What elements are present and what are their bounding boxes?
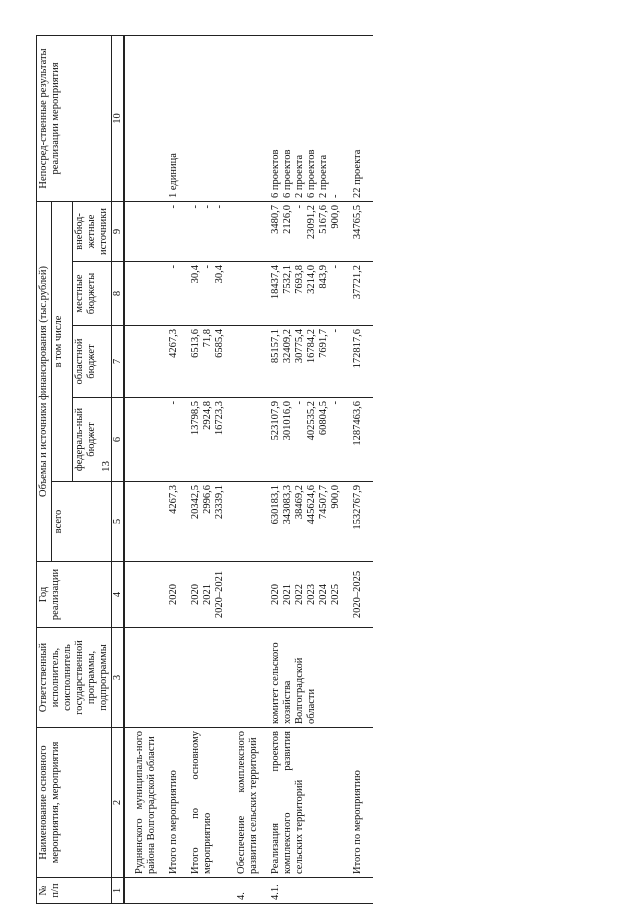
regional-cell-value: 4267,3 [168, 329, 179, 358]
regional-cell [167, 326, 181, 398]
result-cell-value: 6 проектов [270, 149, 281, 198]
total-cell [133, 482, 159, 562]
column-number: 9 [112, 201, 125, 261]
federal-cell [167, 398, 181, 482]
extrabudget-cell [189, 201, 227, 261]
extrabudget-cell [235, 201, 261, 261]
funding-table [36, 35, 373, 904]
result-cell-value: 6 проектов [306, 149, 317, 198]
extrabudget-cell-value: - [190, 204, 201, 209]
total-cell-value: 23339,1 [214, 485, 225, 520]
header-col-regional: областной бюджет [73, 326, 112, 398]
extrabudget-cell [133, 201, 159, 261]
local-cell-value: 7693,8 [294, 265, 305, 294]
year-cell-value: 2020–2025 [352, 570, 363, 619]
regional-cell-value: 172817,6 [352, 329, 363, 369]
regional-cell-value: 30775,4 [294, 329, 305, 364]
regional-cell-value: 71,8 [202, 329, 213, 348]
federal-cell-value: 523107,9 [270, 401, 281, 441]
activity-name: Реализация проектов комплексного развития сельских территорий [269, 728, 343, 878]
total-cell-value: 445624,6 [306, 485, 317, 525]
extrabudget-cell-value: 34765,5 [352, 204, 363, 240]
year-cell [351, 562, 365, 628]
extrabudget-cell-value: 900,0 [330, 204, 341, 229]
total-cell-value: 38469,2 [294, 485, 305, 520]
federal-cell-value: 60804,5 [318, 401, 329, 436]
local-cell-value: 30,4 [214, 265, 225, 284]
result-cell-value: 6 проектов [282, 149, 293, 198]
table-row [167, 35, 181, 903]
federal-cell-value: 13798,5 [190, 401, 201, 436]
federal-cell-value: - [294, 401, 305, 405]
table-body [124, 35, 373, 903]
total-cell-value: 900,0 [330, 485, 341, 509]
regional-cell-value: - [330, 329, 341, 333]
local-cell [189, 262, 227, 326]
row-number [133, 878, 159, 904]
result-cell [351, 35, 365, 201]
column-number: 8 [112, 262, 125, 326]
local-cell-value: 843,9 [318, 265, 329, 289]
year-cell-value: 2020 [190, 584, 201, 605]
header-col-name: Наименование основного мероприятия, мероприятия [37, 728, 112, 878]
activity-name: Итого по мероприятию [167, 728, 181, 878]
column-number: 5 [112, 482, 125, 562]
year-cell [189, 562, 227, 628]
total-cell-value: 343083,3 [282, 485, 293, 525]
header-col-results: Непосред-ственные результаты реализации мероприятия [37, 35, 112, 201]
table-row [351, 35, 365, 903]
federal-cell-value: 301016,0 [282, 401, 293, 441]
executor [133, 628, 159, 728]
row-number [351, 878, 365, 904]
row-number: 4.1. [269, 878, 343, 904]
column-number: 3 [112, 628, 125, 728]
result-cell [167, 35, 181, 201]
total-cell [189, 482, 227, 562]
result-cell [133, 35, 159, 201]
local-cell-value: 30,4 [190, 265, 201, 284]
table-row [235, 35, 261, 903]
regional-cell-value: 85157,1 [270, 329, 281, 364]
row-number [189, 878, 227, 904]
column-number-row [112, 35, 125, 903]
year-cell-value: 2025 [330, 584, 341, 605]
extrabudget-cell-value: 2126,0 [282, 204, 293, 234]
executor: комитет сельского хозяйства Волгоградской области [269, 628, 343, 728]
local-cell-value: 18437,4 [270, 265, 281, 300]
page-number: 13 [100, 461, 112, 472]
table-row [269, 35, 343, 903]
regional-cell [133, 326, 159, 398]
total-cell-value: 1532767,9 [352, 485, 363, 530]
federal-cell [133, 398, 159, 482]
column-number: 2 [112, 728, 125, 878]
executor [189, 628, 227, 728]
regional-cell-value: 6585,4 [214, 329, 225, 358]
year-cell-value: 2020–2021 [214, 570, 225, 619]
header-in-that: в том числе [52, 201, 73, 481]
extrabudget-cell-value: 23091,2 [306, 204, 317, 240]
local-cell [269, 262, 343, 326]
year-cell [235, 562, 261, 628]
federal-cell [235, 398, 261, 482]
regional-cell [269, 326, 343, 398]
total-cell-value: 630183,1 [270, 485, 281, 525]
year-cell-value: 2024 [318, 584, 329, 605]
local-cell-value: 3214,0 [306, 265, 317, 294]
local-cell [235, 262, 261, 326]
header-col-local: местные бюджеты [73, 262, 112, 326]
executor [167, 628, 181, 728]
extrabudget-cell-value: - [294, 204, 305, 209]
federal-cell-value: 2924,8 [202, 401, 213, 430]
activity-name: Обеспечение комплексного развития сельских территорий [235, 728, 261, 878]
local-cell-value: - [168, 265, 179, 269]
header-col-extrabudget: внебюд-жетные источники [73, 201, 112, 261]
federal-cell [269, 398, 343, 482]
result-cell-value: - [330, 194, 341, 198]
header-col-federal: федераль-ный бюджет [73, 398, 112, 482]
row-number [167, 878, 181, 904]
total-cell-value: 2996,6 [202, 485, 213, 514]
extrabudget-cell [351, 201, 365, 261]
total-cell [167, 482, 181, 562]
column-number: 4 [112, 562, 125, 628]
table-row [133, 35, 159, 903]
regional-cell-value: 32409,2 [282, 329, 293, 364]
header-col-number: № п/п [37, 878, 112, 904]
total-cell [235, 482, 261, 562]
activity-name: Итого по основному мероприятию [189, 728, 227, 878]
federal-cell [351, 398, 365, 482]
extrabudget-cell-value: - [214, 204, 225, 209]
local-cell [351, 262, 365, 326]
year-cell-value: 2021 [282, 584, 293, 605]
regional-cell-value: 16784,2 [306, 329, 317, 364]
extrabudget-cell [269, 201, 343, 261]
local-cell-value: - [202, 265, 213, 269]
year-cell-value: 2023 [306, 584, 317, 605]
result-cell-value: 2 проекта [294, 154, 305, 198]
total-cell-value: 20342,5 [190, 485, 201, 520]
total-cell-value: 74507,7 [318, 485, 329, 520]
total-cell [269, 482, 343, 562]
activity-name: Руднянского муниципаль-ного района Волгоградской области [133, 728, 159, 878]
extrabudget-cell-value: - [202, 204, 213, 209]
header-col-total: всего [52, 482, 112, 562]
regional-cell-value: 7691,7 [318, 329, 329, 358]
year-cell-value: 2021 [202, 584, 213, 605]
year-cell-value: 2020 [270, 584, 281, 605]
result-cell-value: 22 проекта [352, 149, 363, 198]
table-row [189, 35, 227, 903]
result-cell-value: 1 единица [168, 153, 179, 198]
column-number: 1 [112, 878, 125, 904]
result-cell-value: 2 проекта [318, 154, 329, 198]
federal-cell-value: 402535,2 [306, 401, 317, 441]
regional-cell [351, 326, 365, 398]
local-cell [133, 262, 159, 326]
result-cell [269, 35, 343, 201]
year-cell-value: 2022 [294, 584, 305, 605]
year-cell [167, 562, 181, 628]
row-number: 4. [235, 878, 261, 904]
regional-cell [189, 326, 227, 398]
year-cell-value: 2020 [168, 584, 179, 605]
activity-name: Итого по мероприятию [351, 728, 365, 878]
header-col-year: Год реализации [37, 562, 112, 628]
header-funding-group: Объемы и источники финансирования (тыс.рублей) [37, 201, 52, 561]
result-cell [189, 35, 227, 201]
column-number: 6 [112, 398, 125, 482]
year-cell [269, 562, 343, 628]
local-cell [167, 262, 181, 326]
extrabudget-cell [167, 201, 181, 261]
column-number: 7 [112, 326, 125, 398]
federal-cell-value: 1287463,6 [352, 401, 363, 446]
extrabudget-cell-value: - [168, 204, 179, 209]
result-cell [235, 35, 261, 201]
column-number: 10 [112, 35, 125, 201]
executor [235, 628, 261, 728]
executor [351, 628, 365, 728]
federal-cell [189, 398, 227, 482]
federal-cell-value: 16723,3 [214, 401, 225, 436]
extrabudget-cell-value: 3480,7 [270, 204, 281, 234]
total-cell [351, 482, 365, 562]
federal-cell-value: - [330, 401, 341, 405]
year-cell [133, 562, 159, 628]
local-cell-value: 37721,2 [352, 265, 363, 300]
extrabudget-cell-value: 5167,6 [318, 204, 329, 234]
local-cell-value: 7532,1 [282, 265, 293, 294]
header-col-executor: Ответственный исполнитель, соисполнитель государственной программы, подпрограммы [37, 628, 112, 728]
local-cell-value: - [330, 265, 341, 269]
federal-cell-value: - [168, 401, 179, 405]
regional-cell [235, 326, 261, 398]
total-cell-value: 4267,3 [168, 485, 179, 514]
regional-cell-value: 6513,6 [190, 329, 201, 358]
